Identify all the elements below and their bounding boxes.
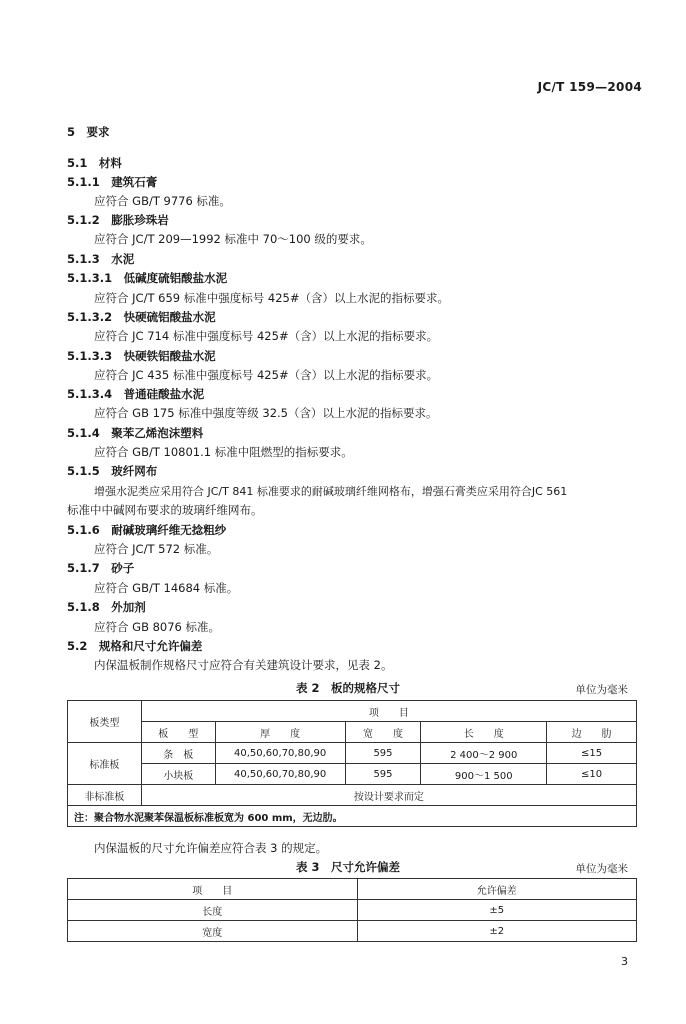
section-body: 应符合 GB 175 标准中强度等级 32.5（含）以上水泥的指标要求。 (94, 406, 438, 420)
section-body: 应符合 GB 8076 标准。 (94, 620, 221, 634)
table-2 (67, 700, 637, 827)
table-3 (67, 878, 637, 942)
section-heading: 5.1.7 砂子 (67, 561, 135, 575)
nonstandard-board-label: 非标准板 (68, 785, 142, 806)
table-row (68, 764, 637, 785)
header-board-type: 板类型 (68, 701, 142, 743)
section-heading: 5.1.6 耐碱玻璃纤维无捻粗纱 (67, 523, 227, 537)
cell-width: 595 (345, 743, 421, 764)
header-item: 项 目 (68, 879, 358, 900)
section-body: 应符合 GB/T 9776 标准。 (94, 194, 231, 208)
cell-thickness: 40,50,60,70,80,90 (215, 743, 345, 764)
section-heading: 5.1.3.2 快硬硫铝酸盐水泥 (67, 310, 216, 324)
section-heading: 5.1.5 玻纤网布 (67, 464, 158, 478)
section-heading: 5.2 规格和尺寸允许偏差 (67, 639, 203, 653)
standard-board-label: 标准板 (68, 743, 142, 785)
section-heading: 5.1.3.4 普通硅酸盐水泥 (67, 387, 205, 401)
cell-width: 595 (345, 764, 421, 785)
table2-note: 注：聚合物水泥聚苯保温板标准板宽为 600 mm，无边肋。 (68, 806, 637, 827)
section-body: 应符合 GB/T 14684 标准。 (94, 581, 239, 595)
section-body: 应符合 JC 714 标准中强度标号 425#（含）以上水泥的指标要求。 (94, 329, 439, 343)
table-row (68, 921, 637, 942)
standard-number: JC/T 159—2004 (537, 80, 642, 94)
table3-unit: 单位为毫米 (575, 863, 628, 875)
cell-item: 宽度 (68, 921, 358, 942)
cell-rib: ≤10 (547, 764, 637, 785)
section-heading: 5.1.3.3 快硬铁铝酸盐水泥 (67, 349, 216, 363)
cell-tolerance: ±5 (357, 900, 637, 921)
cell-rib: ≤15 (547, 743, 637, 764)
header-rib: 边 肋 (547, 722, 637, 743)
cell-thickness: 40,50,60,70,80,90 (215, 764, 345, 785)
table2-caption: 表 2 板的规格尺寸 (296, 681, 401, 695)
section-body: 标准中中碱网布要求的玻璃纤维网布。 (67, 503, 263, 517)
section-body: 应符合 JC/T 209—1992 标准中 70～100 级的要求。 (94, 232, 372, 246)
section-body: 应符合 JC/T 572 标准。 (94, 542, 219, 556)
section-heading: 5.1.1 建筑石膏 (67, 175, 158, 189)
cell-model: 条 板 (141, 743, 215, 764)
cell-model: 小块板 (141, 764, 215, 785)
table3-intro: 内保温板的尺寸允许偏差应符合表 3 的规定。 (94, 841, 328, 855)
header-model: 板 型 (141, 722, 215, 743)
section-heading: 5.1.2 膨胀珍珠岩 (67, 213, 169, 227)
section-heading: 5.1.3 水泥 (67, 252, 135, 266)
header-tolerance: 允许偏差 (357, 879, 637, 900)
table-row (68, 743, 637, 764)
section-body: 增强水泥类应采用符合 JC/T 841 标准要求的耐碱玻璃纤维网格布，增强石膏类应采用符合JC 561 (94, 485, 568, 498)
header-width: 宽 度 (345, 722, 421, 743)
section-heading: 5 要求 (67, 125, 110, 139)
section-heading: 5.1 材料 (67, 156, 122, 170)
nonstandard-board-value: 按设计要求而定 (141, 785, 636, 806)
table-row (68, 785, 637, 806)
page-number: 3 (621, 955, 628, 968)
section-heading: 5.1.3.1 低碱度硫铝酸盐水泥 (67, 271, 228, 285)
header-thickness: 厚 度 (215, 722, 345, 743)
cell-item: 长度 (68, 900, 358, 921)
section-body: 应符合 JC 435 标准中强度标号 425#（含）以上水泥的指标要求。 (94, 368, 439, 382)
cell-tolerance: ±2 (357, 921, 637, 942)
section-body: 应符合 GB/T 10801.1 标准中阻燃型的指标要求。 (94, 445, 353, 459)
cell-length: 2 400～2 900 (421, 743, 547, 764)
section-heading: 5.1.8 外加剂 (67, 600, 146, 614)
cell-length: 900～1 500 (421, 764, 547, 785)
section-body: 内保温板制作规格尺寸应符合有关建筑设计要求，见表 2。 (94, 658, 393, 672)
header-items: 项 目 (141, 701, 636, 722)
section-heading: 5.1.4 聚苯乙烯泡沫塑料 (67, 426, 204, 440)
section-body: 应符合 JC/T 659 标准中强度标号 425#（含）以上水泥的指标要求。 (94, 291, 449, 305)
header-length: 长 度 (421, 722, 547, 743)
table-row (68, 900, 637, 921)
table2-unit: 单位为毫米 (575, 684, 628, 696)
table3-caption: 表 3 尺寸允许偏差 (296, 860, 401, 874)
